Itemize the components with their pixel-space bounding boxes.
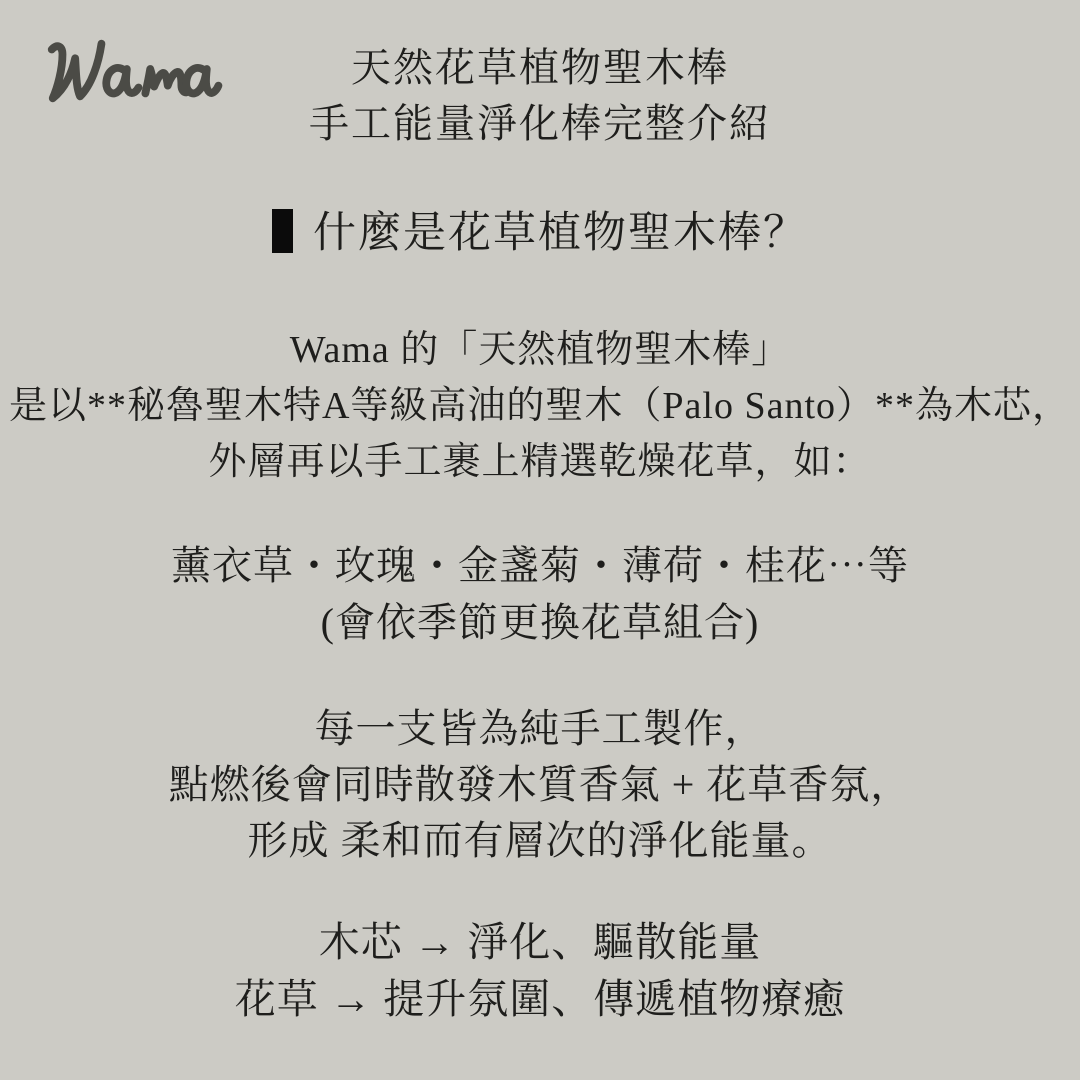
intro-line-1: Wama 的「天然植物聖木棒」 bbox=[289, 329, 791, 371]
section-marker-bar bbox=[272, 209, 293, 253]
effects-line-core: 木芯 → 淨化、驅散能量 bbox=[318, 919, 762, 965]
effects-paragraph bbox=[0, 914, 1080, 1028]
craft-paragraph bbox=[0, 701, 1080, 869]
intro-line-3: 外層再以手工裹上精選乾燥花草，如： bbox=[208, 441, 872, 483]
craft-line-2: 點燃後會同時散發木質香氣 + 花草香氛， bbox=[168, 762, 912, 807]
intro-line-2: 是以**秘魯聖木特A等級高油的聖木（Palo Santo）**為木芯， bbox=[8, 385, 1072, 427]
page-title-line2: 手工能量淨化棒完整介紹 bbox=[309, 101, 771, 146]
intro-paragraph bbox=[0, 322, 1080, 490]
craft-line-3: 形成 柔和而有層次的淨化能量。 bbox=[247, 818, 833, 863]
effects-line-herbs: 花草 → 提升氛圍、傳遞植物療癒 bbox=[234, 976, 846, 1022]
herbs-paragraph bbox=[0, 537, 1080, 651]
page-title-line1: 天然花草植物聖木棒 bbox=[351, 45, 729, 90]
craft-line-1: 每一支皆為純手工製作， bbox=[314, 706, 766, 751]
herbs-line-1: 薰衣草・玫瑰・金盞菊・薄荷・桂花⋯等 bbox=[171, 543, 909, 588]
section-heading bbox=[0, 206, 1080, 262]
title-block bbox=[0, 40, 1080, 152]
section-heading-text: 什麼是花草植物聖木棒？ bbox=[313, 210, 808, 257]
herbs-line-2: (會依季節更換花草組合) bbox=[320, 600, 760, 645]
